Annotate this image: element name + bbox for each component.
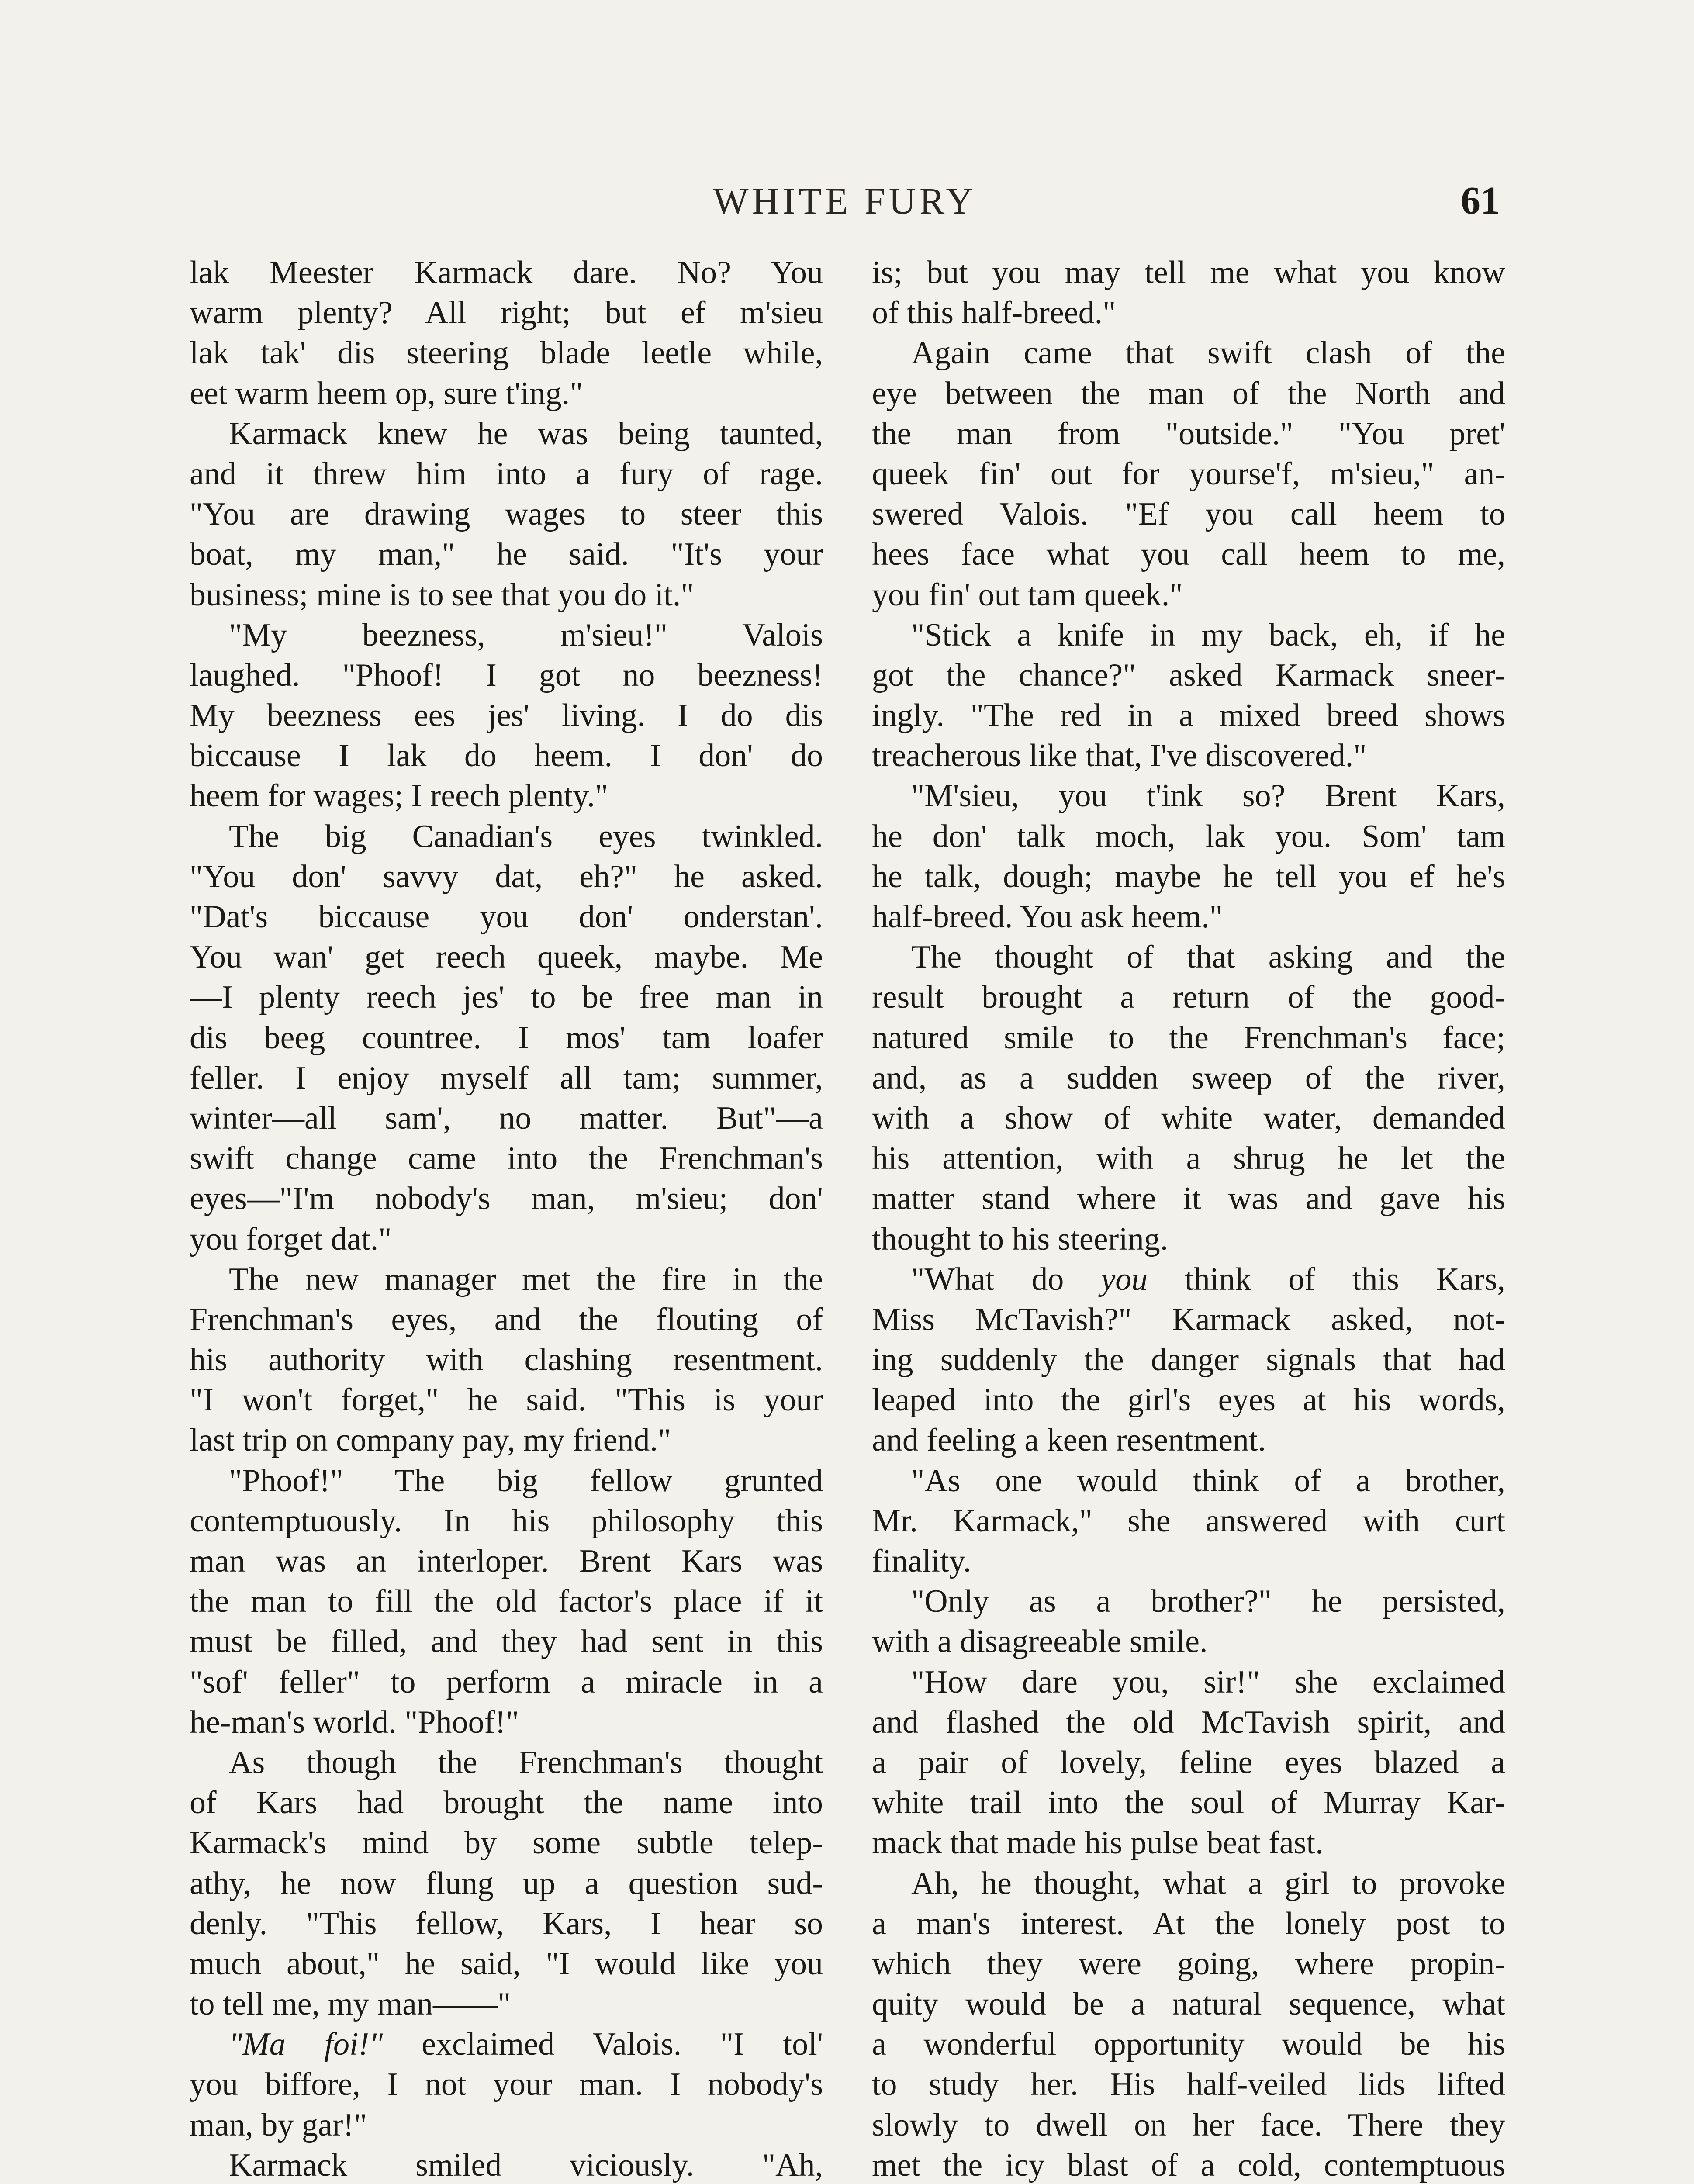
text-line <box>872 1581 1505 1621</box>
text-line <box>190 1904 823 1944</box>
text-segment: The new manager met the fire in the <box>229 1261 823 1297</box>
text-segment: Karmack smiled viciously. "Ah, <box>229 2147 823 2183</box>
text-line <box>872 615 1505 655</box>
text-segment: "How dare you, sir!" she exclaimed <box>911 1664 1505 1700</box>
text-line <box>872 1944 1505 1984</box>
text-segment: he don' talk moch, lak you. Som' tam <box>872 818 1505 854</box>
text-line <box>872 776 1505 816</box>
text-segment: Karmack knew he was being taunted, <box>229 415 823 452</box>
text-segment: and it threw him into a fury of rage. <box>190 456 823 492</box>
text-line <box>872 1742 1505 1783</box>
text-segment: his authority with clashing resentment. <box>190 1342 823 1378</box>
italic-text: "Ma foi!" <box>229 2026 383 2063</box>
text-line <box>872 1380 1505 1420</box>
text-segment: to study her. His half-veiled lids lifted <box>872 2067 1505 2103</box>
text-line <box>190 1581 823 1621</box>
text-line <box>190 494 823 534</box>
text-segment: ing suddenly the danger signals that had <box>872 1342 1505 1378</box>
text-segment: feller. I enjoy myself all tam; summer, <box>190 1060 823 1096</box>
text-line <box>872 534 1505 574</box>
text-segment: boat, my man," he said. "It's your <box>190 536 823 573</box>
text-line <box>190 615 823 655</box>
text-segment: athy, he now flung up a question sud- <box>190 1865 823 1901</box>
text-segment: "Phoof!" The big fellow grunted <box>229 1462 823 1499</box>
text-segment: must be filled, and they had sent in this <box>190 1624 823 1660</box>
text-segment: leaped into the girl's eyes at his words, <box>872 1382 1505 1418</box>
text-segment: "You don' savvy dat, eh?" he asked. <box>190 858 823 895</box>
text-line <box>190 1863 823 1904</box>
text-line <box>190 373 823 414</box>
text-segment: treacherous like that, I've discovered." <box>872 738 1367 774</box>
text-segment: of Kars had brought the name into <box>190 1785 823 1821</box>
text-segment: dis beeg countree. I mos' tam loafer <box>190 1019 823 1056</box>
text-line <box>872 2064 1505 2105</box>
text-line <box>872 1541 1505 1581</box>
text-line <box>872 2024 1505 2064</box>
text-segment: Karmack's mind by some subtle telep- <box>190 1825 823 1861</box>
text-line <box>872 1219 1505 1259</box>
text-line <box>872 2145 1505 2184</box>
text-line <box>190 575 823 615</box>
text-segment: My beezness ees jes' living. I do dis <box>190 698 823 734</box>
text-segment: the man from "outside." "You pret' <box>872 415 1505 452</box>
text-segment: laughed. "Phoof! I got no beezness! <box>190 657 823 693</box>
text-line <box>872 252 1505 293</box>
text-line <box>190 1944 823 1984</box>
text-segment: a wonderful opportunity would be his <box>872 2026 1505 2063</box>
text-line <box>190 1501 823 1541</box>
text-line <box>190 1823 823 1863</box>
text-line <box>872 373 1505 414</box>
text-line <box>190 1742 823 1783</box>
text-line <box>872 575 1505 615</box>
text-line <box>190 857 823 897</box>
text-segment: Again came that swift clash of the <box>911 335 1505 371</box>
text-segment: "Dat's biccause you don' onderstan'. <box>190 899 823 935</box>
text-segment: hees face what you call heem to me, <box>872 536 1505 573</box>
text-line <box>190 695 823 736</box>
text-segment: "You are drawing wages to steer this <box>190 496 823 532</box>
text-line <box>872 1783 1505 1823</box>
text-line <box>872 1984 1505 2024</box>
text-line <box>190 977 823 1017</box>
text-segment: got the chance?" asked Karmack sneer- <box>872 657 1505 693</box>
text-line <box>190 293 823 333</box>
text-segment: exclaimed Valois. "I tol' <box>383 2026 823 2063</box>
text-line <box>872 1420 1505 1460</box>
text-segment: ingly. "The red in a mixed breed shows <box>872 698 1505 734</box>
text-line <box>190 1259 823 1299</box>
text-line <box>872 1461 1505 1501</box>
text-line <box>190 2145 823 2184</box>
text-segment: to tell me, my man——" <box>190 1986 511 2022</box>
text-segment: slowly to dwell on her face. There they <box>872 2107 1505 2143</box>
text-segment: eyes—"I'm nobody's man, m'sieu; don' <box>190 1181 823 1217</box>
text-line <box>872 1259 1505 1299</box>
text-segment: business; mine is to see that you do it." <box>190 577 694 613</box>
text-segment: "As one would think of a brother, <box>911 1462 1505 1499</box>
text-line <box>872 937 1505 977</box>
text-line <box>872 1702 1505 1742</box>
text-line <box>872 1501 1505 1541</box>
text-line <box>872 1299 1505 1340</box>
text-segment: "I won't forget," he said. "This is your <box>190 1382 823 1418</box>
text-segment: and, as a sudden sweep of the river, <box>872 1060 1505 1096</box>
text-segment: "My beezness, m'sieu!" Valois <box>229 617 823 653</box>
text-segment: warm plenty? All right; but ef m'sieu <box>190 295 823 331</box>
text-segment: he talk, dough; maybe he tell you ef he's <box>872 858 1505 895</box>
text-segment: "Only as a brother?" he persisted, <box>911 1583 1505 1620</box>
text-segment: the man to fill the old factor's place if it <box>190 1583 823 1620</box>
text-segment: swered Valois. "Ef you call heem to <box>872 496 1505 532</box>
text-segment: and feeling a keen resentment. <box>872 1422 1266 1458</box>
text-line <box>190 2105 823 2145</box>
text-segment: biccause I lak do heem. I don' do <box>190 738 823 774</box>
text-segment: much about," he said, "I would like you <box>190 1946 823 1982</box>
text-segment: with a show of white water, demanded <box>872 1100 1505 1136</box>
text-line <box>190 2064 823 2105</box>
text-line <box>872 1178 1505 1219</box>
text-line <box>872 293 1505 333</box>
text-line <box>190 1702 823 1742</box>
text-line <box>872 2105 1505 2145</box>
text-line <box>190 1461 823 1501</box>
text-segment: "What do <box>911 1261 1101 1297</box>
text-segment: met the icy blast of a cold, contemptuous <box>872 2147 1505 2183</box>
text-line <box>190 534 823 574</box>
text-segment: man, by gar!" <box>190 2107 367 2143</box>
text-segment: and flashed the old McTavish spirit, and <box>872 1704 1505 1740</box>
text-line <box>872 736 1505 776</box>
text-line <box>872 857 1505 897</box>
italic-text: you <box>1101 1261 1148 1297</box>
text-segment: white trail into the soul of Murray Kar- <box>872 1785 1505 1821</box>
text-line <box>190 1621 823 1662</box>
text-segment: You wan' get reech queek, maybe. Me <box>190 939 823 975</box>
text-line <box>190 1299 823 1340</box>
text-line <box>190 1662 823 1702</box>
text-segment: you biffore, I not your man. I nobody's <box>190 2067 823 2103</box>
text-line <box>872 695 1505 736</box>
text-segment: he-man's world. "Phoof!" <box>190 1704 519 1740</box>
text-segment: denly. "This fellow, Kars, I hear so <box>190 1905 823 1942</box>
text-segment: which they were going, where propin- <box>872 1946 1505 1982</box>
text-line <box>190 1380 823 1420</box>
text-line <box>872 977 1505 1017</box>
text-line <box>872 1662 1505 1702</box>
left-text-column <box>190 252 823 2184</box>
text-segment: contemptuously. In his philosophy this <box>190 1503 823 1539</box>
text-segment: matter stand where it was and gave his <box>872 1181 1505 1217</box>
text-segment: heem for wages; I reech plenty." <box>190 778 608 814</box>
text-segment: natured smile to the Frenchman's face; <box>872 1019 1505 1056</box>
text-segment: Miss McTavish?" Karmack asked, not- <box>872 1301 1505 1337</box>
text-segment: thought to his steering. <box>872 1221 1169 1257</box>
text-line <box>872 333 1505 373</box>
text-line <box>190 1098 823 1138</box>
text-line <box>872 414 1505 454</box>
text-line <box>190 454 823 494</box>
text-line <box>190 1138 823 1178</box>
right-text-column <box>872 252 1505 2184</box>
text-line <box>190 1219 823 1259</box>
text-line <box>872 1863 1505 1904</box>
text-line <box>872 494 1505 534</box>
text-line <box>872 1138 1505 1178</box>
text-line <box>190 1178 823 1219</box>
text-line <box>190 776 823 816</box>
text-line <box>872 1823 1505 1863</box>
page-header <box>190 175 1500 227</box>
text-segment: Mr. Karmack," she answered with curt <box>872 1503 1505 1539</box>
text-segment: you fin' out tam queek." <box>872 577 1183 613</box>
text-segment: queek fin' out for yourse'f, m'sieu," an- <box>872 456 1505 492</box>
text-line <box>190 816 823 857</box>
text-line <box>190 333 823 373</box>
text-segment: "M'sieu, you t'ink so? Brent Kars, <box>911 778 1505 814</box>
text-segment: The thought of that asking and the <box>911 939 1505 975</box>
text-line <box>190 252 823 293</box>
text-line <box>190 897 823 937</box>
text-line <box>872 816 1505 857</box>
text-segment: Frenchman's eyes, and the flouting of <box>190 1301 823 1337</box>
text-segment: result brought a return of the good- <box>872 979 1505 1016</box>
text-segment: lak Meester Karmack dare. No? You <box>190 255 823 290</box>
text-line <box>872 897 1505 937</box>
text-segment: winter—all sam', no matter. But"—a <box>190 1100 823 1136</box>
text-segment: Ah, he thought, what a girl to provoke <box>911 1865 1505 1901</box>
text-segment: his attention, with a shrug he let the <box>872 1140 1505 1177</box>
text-line <box>190 736 823 776</box>
text-segment: a pair of lovely, feline eyes blazed a <box>872 1744 1505 1780</box>
text-line <box>872 1904 1505 1944</box>
text-segment: eye between the man of the North and <box>872 375 1505 411</box>
text-segment: man was an interloper. Brent Kars was <box>190 1543 823 1579</box>
text-line <box>190 937 823 977</box>
text-segment: swift change came into the Frenchman's <box>190 1140 823 1177</box>
running-head: WHITE FURY <box>713 180 977 222</box>
text-segment: finality. <box>872 1543 971 1579</box>
text-segment: The big Canadian's eyes twinkled. <box>229 818 823 854</box>
text-segment: is; but you may tell me what you know <box>872 255 1505 290</box>
text-line <box>872 1058 1505 1098</box>
text-segment: mack that made his pulse beat fast. <box>872 1825 1324 1861</box>
text-line <box>872 1340 1505 1380</box>
text-segment: with a disagreeable smile. <box>872 1624 1208 1660</box>
text-segment: —I plenty reech jes' to be free man in <box>190 979 823 1016</box>
text-segment: quity would be a natural sequence, what <box>872 1986 1505 2022</box>
text-line <box>190 1984 823 2024</box>
text-line <box>872 1098 1505 1138</box>
text-line <box>872 454 1505 494</box>
text-line <box>190 1541 823 1581</box>
text-line <box>190 1018 823 1058</box>
text-line <box>872 655 1505 695</box>
text-line <box>190 655 823 695</box>
text-segment: eet warm heem op, sure t'ing." <box>190 375 583 411</box>
text-line <box>190 2024 823 2064</box>
text-segment: "Stick a knife in my back, eh, if he <box>911 617 1505 653</box>
text-line <box>190 1420 823 1460</box>
text-segment: think of this Kars, <box>1148 1261 1505 1297</box>
text-line <box>872 1621 1505 1662</box>
text-line <box>190 1058 823 1098</box>
text-line <box>190 414 823 454</box>
text-segment: a man's interest. At the lonely post to <box>872 1905 1505 1942</box>
text-segment: half-breed. You ask heem." <box>872 899 1223 935</box>
text-segment: of this half-breed." <box>872 295 1116 331</box>
text-line <box>190 1783 823 1823</box>
page-number: 61 <box>1461 179 1500 222</box>
text-line <box>872 1018 1505 1058</box>
text-segment: As though the Frenchman's thought <box>229 1744 823 1780</box>
text-segment: lak tak' dis steering blade leetle while, <box>190 335 823 371</box>
text-line <box>190 1340 823 1380</box>
text-segment: you forget dat." <box>190 1221 392 1257</box>
text-segment: "sof' feller" to perform a miracle in a <box>190 1664 823 1700</box>
text-segment: last trip on company pay, my friend." <box>190 1422 671 1458</box>
